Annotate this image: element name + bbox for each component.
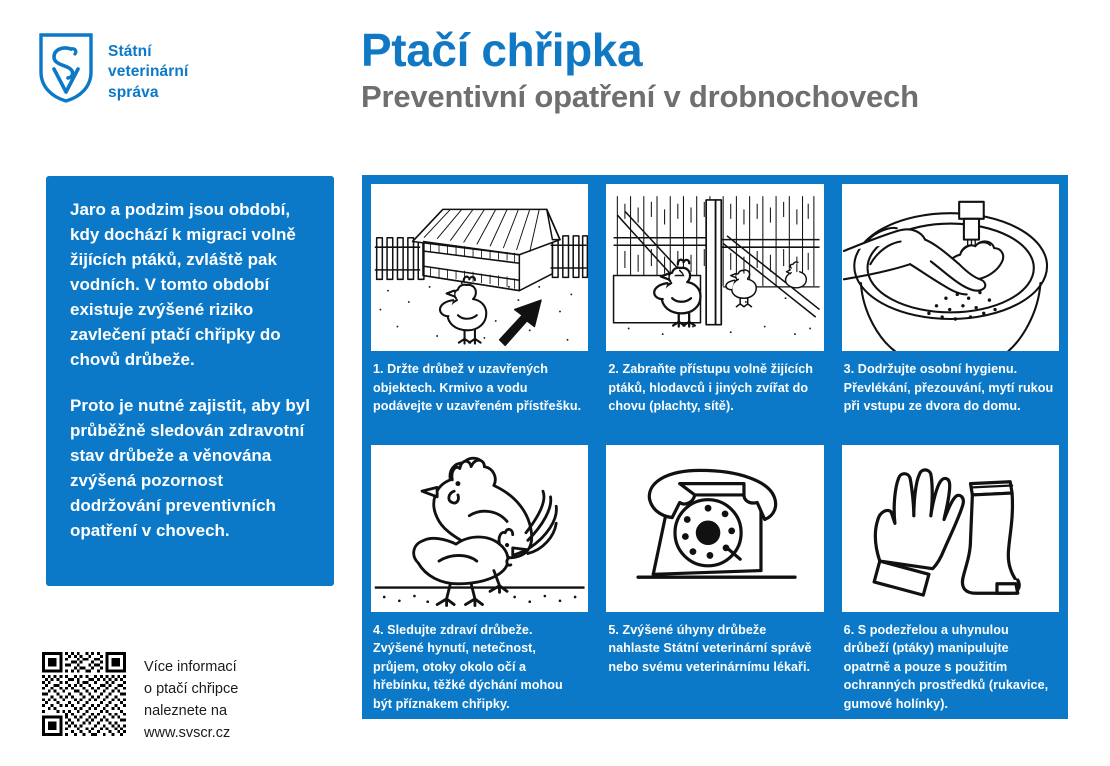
rooster-and-hen-illustration-icon <box>371 445 588 612</box>
rotary-telephone-illustration-icon <box>606 445 823 612</box>
measure-panel-5 <box>597 436 832 720</box>
measures-grid <box>362 175 1068 719</box>
measure-panel-2 <box>597 175 832 436</box>
closed-barn-with-chicken-illustration-icon <box>371 184 588 351</box>
measure-caption-6: 6. S podezřelou a uhynulou drůbeží (ptáky) manipulujte opatrně a pouze s použitím ochranných prostředků (rukavice, gumové holínky). <box>843 622 1049 711</box>
fenced-coop-with-chickens-illustration-icon <box>606 184 823 351</box>
logo-line-1: Státní <box>108 43 152 60</box>
measure-caption-2: 2. Zabraňte přístupu volně žijících ptáků, hlodavců i jiných zvířat do chovu (plachty, sítě). <box>608 362 814 413</box>
logo-line-2: veterinární <box>108 63 189 81</box>
intro-text-box <box>46 176 334 586</box>
measure-caption-5: 5. Zvýšené úhyny drůbeže nahlaste Státní veterinární správě nebo svému veterinárnímu lékaři. <box>608 622 812 674</box>
intro-paragraph-2: Proto je nutné zajistit, aby byl průběžně sledován zdravotní stav drůbeže a věnována zvýšená pozornost dodržování preventivních opatření v chovech. <box>70 395 310 540</box>
measure-panel-3 <box>833 175 1068 436</box>
footer-line-4: www.svscr.cz <box>144 725 231 742</box>
organization-logo <box>38 32 188 104</box>
measure-caption-1: 1. Držte drůbež v uzavřených objektech. Krmivo a vodu podávejte v uzavřeném přístřešku. <box>373 362 582 413</box>
page-title: Ptačí chřipka <box>361 24 643 76</box>
qr-code-icon <box>42 652 126 736</box>
svs-shield-snake-logo-icon <box>38 32 94 104</box>
logo-line-3: správa <box>108 83 159 101</box>
footer-line-1: Více informací <box>144 659 237 675</box>
footer-line-2: o ptačí chřipce <box>144 681 239 698</box>
measure-caption-4: 4. Sledujte zdraví drůbeže. Zvýšené hynutí, netečnost, průjem, otoky okolo očí a hřebínku, těžké dýchání mohou být příznakem chřipky. <box>373 622 563 711</box>
measure-caption-3: 3. Dodržujte osobní hygienu. Převlékání, přezouvání, mytí rukou při vstupu ze dvora do domu. <box>843 362 1054 413</box>
measure-panel-1 <box>362 175 597 436</box>
header <box>361 26 919 114</box>
measure-panel-6 <box>833 436 1068 720</box>
intro-paragraph-1: Jaro a podzim jsou období, kdy dochází k migraci volně žijících ptáků, zvláště pak vodních. V tomto období existuje zvýšené riziko zavlečení ptačí chřipky do chovů drůbeže. <box>70 200 296 369</box>
page-subtitle: Preventivní opatření v drobnochovech <box>361 78 919 114</box>
glove-and-rubber-boot-illustration-icon <box>842 445 1059 612</box>
washing-hands-under-tap-illustration-icon <box>842 184 1059 351</box>
measure-panel-4 <box>362 436 597 720</box>
footer-info-text <box>144 652 238 744</box>
logo-wordmark <box>108 32 188 103</box>
footer <box>42 652 238 744</box>
footer-line-3: naleznete na <box>144 703 228 720</box>
